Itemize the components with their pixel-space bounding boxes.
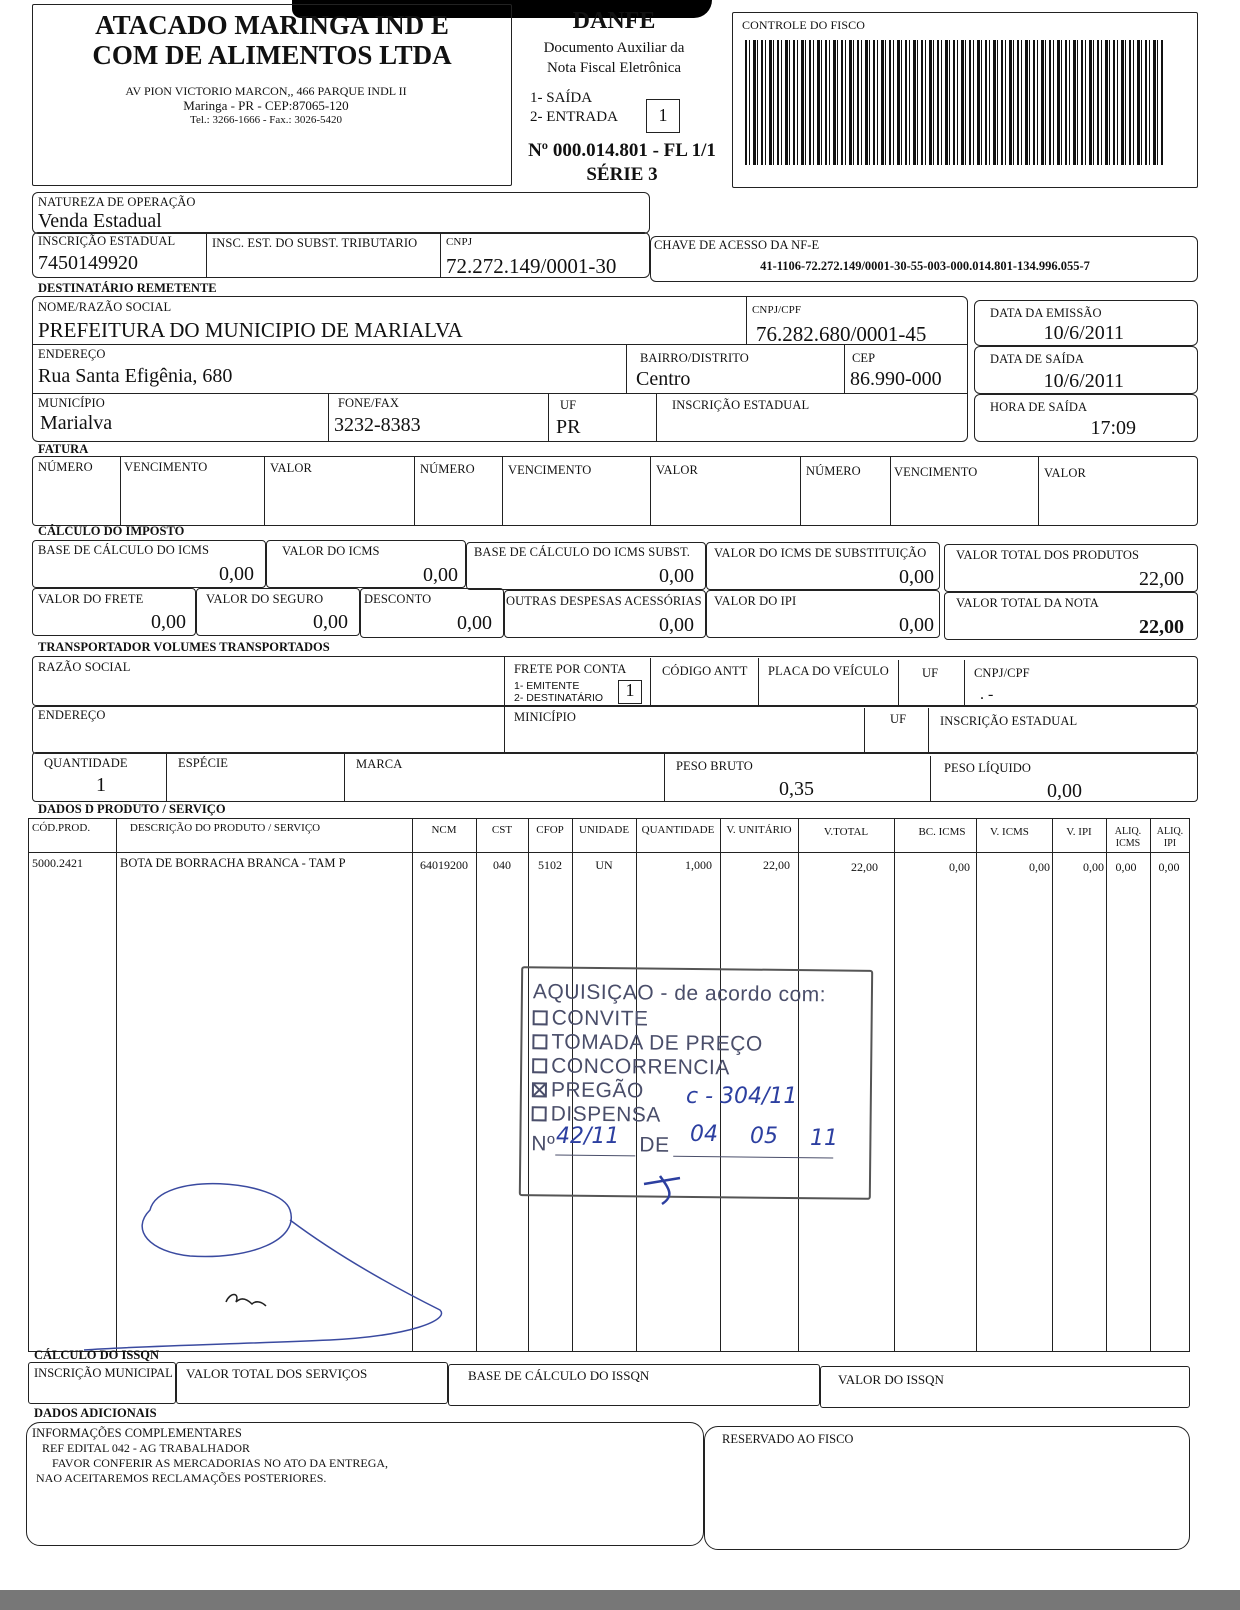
info-line-1: REF EDITAL 042 - AG TRABALHADOR	[42, 1441, 251, 1455]
danfe-saida: 1- SAÍDA	[530, 90, 593, 106]
issqn-total-label: VALOR TOTAL DOS SERVIÇOS	[186, 1366, 368, 1381]
total-nota-value: 22,00	[1139, 616, 1184, 638]
col-cst: CST	[491, 824, 513, 836]
transp-ie-label: INSCRIÇÃO ESTADUAL	[940, 714, 1078, 728]
divider	[504, 656, 505, 706]
cnpj-label: CNPJ	[446, 236, 473, 248]
info-label: INFORMAÇÕES COMPLEMENTARES	[32, 1426, 242, 1440]
stamp-option-pregao	[532, 1078, 644, 1103]
fatura-section: FATURA	[38, 442, 89, 456]
total-produtos-value: 22,00	[1139, 568, 1184, 590]
dest-cep: 86.990-000	[850, 368, 942, 390]
transp-municipio-label: MINICÍPIO	[514, 710, 577, 724]
dest-uf-label: UF	[560, 398, 577, 412]
transp-placa-label: PLACA DO VEÍCULO	[768, 664, 889, 678]
natureza-label: NATUREZA DE OPERAÇÃO	[38, 195, 196, 209]
col-bcicms: BC. ICMS	[918, 826, 966, 838]
handwritten-month: 05	[750, 1124, 778, 1149]
stamp-title: AQUISIÇAO - de acordo com:	[532, 980, 827, 1007]
divider	[964, 660, 965, 706]
frete-value: 0,00	[151, 611, 186, 633]
transp-cnpj-value: . -	[980, 686, 994, 703]
dest-nome: PREFEITURA DO MUNICIPIO DE MARIALVA	[38, 318, 463, 342]
divider	[440, 232, 441, 278]
dest-fone-label: FONE/FAX	[338, 396, 399, 410]
stamp-option-label: TOMADA DE PREÇO	[551, 1030, 763, 1056]
danfe-serie: SÉRIE 3	[586, 164, 658, 185]
transp-cnpj-label: CNPJ/CPF	[974, 666, 1030, 680]
dest-cnpj: 76.282.680/0001-45	[756, 322, 927, 346]
stamp-option-convite	[533, 1006, 649, 1031]
transp-especie-label: ESPÉCIE	[178, 756, 229, 770]
stamp-option-label: CONVITE	[551, 1006, 649, 1031]
row-vtotal: 22,00	[851, 860, 878, 874]
dest-municipio: Marialva	[40, 412, 113, 434]
scan-bottom-edge	[0, 1590, 1240, 1610]
transp-peso-bruto-label: PESO BRUTO	[676, 759, 753, 773]
row-vicms: 0,00	[1029, 860, 1050, 874]
fatura-vencimento-3: VENCIMENTO	[894, 465, 978, 479]
danfe-title: DANFE	[572, 8, 656, 34]
col-aliq-icms-1: ALIQ.	[1114, 826, 1142, 837]
stamp-line	[555, 1155, 635, 1157]
divider	[1038, 456, 1039, 526]
frete-label: VALOR DO FRETE	[38, 592, 144, 606]
ipi-label: VALOR DO IPI	[714, 594, 797, 608]
divider	[976, 818, 977, 1352]
stamp-no-label: Nº	[531, 1132, 556, 1156]
checkbox-icon	[533, 1010, 548, 1025]
dest-saida-label: DATA DE SAÍDA	[990, 352, 1085, 366]
divider	[758, 658, 759, 706]
fatura-numero-3: NÚMERO	[806, 464, 861, 478]
fatura-vencimento-2: VENCIMENTO	[508, 463, 592, 477]
stamp-line	[673, 1156, 833, 1159]
transp-antt-label: CÓDIGO ANTT	[662, 664, 748, 678]
col-ncm: NCM	[431, 824, 457, 836]
divider	[864, 708, 865, 754]
signature	[80, 1160, 470, 1360]
handwritten-day: 04	[690, 1122, 718, 1147]
dest-bairro-label: BAIRRO/DISTRITO	[640, 351, 749, 365]
col-vicms: V. ICMS	[990, 826, 1029, 838]
divider	[890, 456, 891, 526]
inscricao-value: 7450149920	[38, 252, 138, 274]
fatura-vencimento-1: VENCIMENTO	[124, 460, 208, 474]
checkbox-icon	[532, 1058, 547, 1073]
checkbox-icon	[532, 1106, 547, 1121]
chave-value: 41-1106-72.272.149/0001-30-55-003-000.014.801-134.996.055-7	[760, 259, 1090, 273]
issqn-section: CÁLCULO DO ISSQN	[34, 1348, 160, 1362]
emitente-name-line1: ATACADO MARINGA IND E	[95, 10, 449, 40]
divider	[328, 393, 329, 442]
divider	[650, 658, 651, 706]
handwritten-number: 42/11	[556, 1124, 620, 1149]
inscricao-label: INSCRIÇÃO ESTADUAL	[38, 234, 176, 248]
row-cfop: 5102	[538, 858, 562, 872]
divider	[928, 708, 929, 754]
base-subst-value: 0,00	[659, 565, 694, 587]
destinatario-section: DESTINATÁRIO REMETENTE	[38, 281, 217, 295]
desconto-label: DESCONTO	[364, 592, 432, 606]
issqn-base-label: BASE DE CÁLCULO DO ISSQN	[468, 1368, 650, 1383]
danfe-entrada: 2- ENTRADA	[530, 109, 618, 125]
danfe-tipo: 1	[658, 105, 668, 125]
divider	[166, 752, 167, 802]
divider	[894, 818, 895, 1352]
dest-fone: 3232-8383	[334, 414, 421, 436]
valor-icms-value: 0,00	[423, 564, 458, 586]
fatura-valor-1: VALOR	[270, 461, 312, 475]
danfe-numero: Nº 000.014.801 - FL 1/1	[528, 140, 716, 161]
divider	[1106, 818, 1107, 1352]
divider	[1052, 818, 1053, 1352]
transportador-section: TRANSPORTADOR VOLUMES TRANSPORTADOS	[38, 640, 330, 654]
row-aliq-ipi: 0,00	[1158, 860, 1180, 874]
initials-mark	[640, 1170, 690, 1206]
row-desc: BOTA DE BORRACHA BRANCA - TAM P	[120, 856, 346, 870]
divider	[650, 456, 651, 526]
divider	[476, 818, 477, 1352]
stamp-option-label: CONCORRENCIA	[551, 1054, 730, 1080]
dest-endereco-label: ENDEREÇO	[38, 347, 106, 361]
emitente-city: Maringa - PR - CEP:87065-120	[183, 98, 349, 113]
checked-checkbox-icon	[532, 1082, 547, 1097]
divider	[502, 456, 503, 526]
issqn-valor-label: VALOR DO ISSQN	[838, 1372, 944, 1387]
stamp-de-label: DE	[639, 1133, 670, 1157]
col-cod: CÓD.PROD.	[32, 822, 91, 834]
dest-hora: 17:09	[1090, 417, 1136, 439]
dest-municipio-label: MUNICÍPIO	[38, 396, 105, 410]
divider	[844, 344, 845, 393]
emitente-address: AV PION VICTORIO MARCON,, 466 PARQUE INDL II	[125, 84, 407, 98]
desconto-value: 0,00	[457, 612, 492, 634]
imposto-section: CÁLCULO DO IMPOSTO	[38, 524, 185, 538]
icms-subst-value: 0,00	[899, 566, 934, 588]
divider	[414, 456, 415, 526]
row-qtd: 1,000	[685, 858, 712, 872]
cnpj-value: 72.272.149/0001-30	[446, 254, 617, 278]
row-vipi: 0,00	[1083, 860, 1104, 874]
dest-hora-label: HORA DE SAÍDA	[990, 400, 1088, 414]
col-cfop: CFOP	[536, 824, 564, 836]
transp-frete-value: 1	[625, 680, 635, 700]
dest-uf: PR	[556, 416, 581, 438]
fisco-label: CONTROLE DO FISCO	[742, 18, 866, 32]
transp-uf-label: UF	[922, 666, 939, 680]
transp-peso-bruto: 0,35	[779, 778, 814, 800]
outras-value: 0,00	[659, 614, 694, 636]
dest-nome-label: NOME/RAZÃO SOCIAL	[38, 300, 172, 314]
danfe-subtitle-2: Nota Fiscal Eletrônica	[546, 60, 682, 76]
divider	[1150, 818, 1151, 1352]
dest-emissao: 10/6/2011	[1043, 322, 1124, 344]
issqn-inscricao-label: INSCRIÇÃO MUNICIPAL	[34, 1366, 173, 1380]
divider	[504, 706, 505, 754]
natureza-value: Venda Estadual	[38, 210, 162, 232]
divider	[800, 456, 801, 526]
total-produtos-label: VALOR TOTAL DOS PRODUTOS	[956, 548, 1140, 562]
transp-quantidade-label: QUANTIDADE	[44, 756, 128, 770]
produtos-section: DADOS D PRODUTO / SERVIÇO	[38, 802, 226, 816]
stamp-option-label: PREGÃO	[550, 1078, 644, 1103]
dest-bairro: Centro	[636, 368, 691, 390]
row-ncm: 64019200	[420, 858, 468, 872]
divider	[626, 344, 627, 393]
seguro-label: VALOR DO SEGURO	[206, 592, 324, 606]
dest-cnpj-label: CNPJ/CPF	[752, 304, 802, 316]
base-icms-label: BASE DE CÁLCULO DO ICMS	[38, 543, 210, 557]
reservado-label: RESERVADO AO FISCO	[722, 1432, 854, 1446]
transp-frete-label: FRETE POR CONTA	[514, 662, 627, 676]
row-aliq-icms: 0,00	[1115, 860, 1137, 874]
col-unidade: UNIDADE	[578, 824, 630, 836]
valor-icms-label: VALOR DO ICMS	[282, 544, 380, 558]
dest-saida: 10/6/2011	[1043, 370, 1124, 392]
info-line-3: NAO ACEITAREMOS RECLAMAÇÕES POSTERIORES.	[36, 1471, 327, 1485]
transp-marca-label: MARCA	[356, 757, 403, 771]
divider	[32, 393, 968, 394]
transp-razao-label: RAZÃO SOCIAL	[38, 660, 131, 674]
barcode	[745, 40, 1165, 165]
fatura-valor-3: VALOR	[1044, 466, 1086, 480]
transp-frete-opt2: 2- DESTINATÁRIO	[514, 692, 604, 704]
fatura-valor-2: VALOR	[656, 463, 698, 477]
insc-subst-label: INSC. EST. DO SUBST. TRIBUTARIO	[212, 236, 418, 250]
transp-peso-liquido-label: PESO LÍQUIDO	[944, 761, 1031, 775]
base-icms-value: 0,00	[219, 563, 254, 585]
row-bcicms: 0,00	[949, 860, 970, 874]
divider	[28, 852, 1190, 853]
handwritten-ref: c - 304/11	[686, 1084, 798, 1109]
adicionais-section: DADOS ADICIONAIS	[34, 1406, 157, 1420]
dest-endereco: Rua Santa Efigênia, 680	[38, 365, 233, 387]
emitente-name-line2: COM DE ALIMENTOS LTDA	[92, 40, 452, 70]
col-qtd: QUANTIDADE	[641, 824, 715, 836]
stamp-option-tomada	[532, 1030, 763, 1056]
row-unidade: UN	[595, 858, 613, 872]
divider	[264, 456, 265, 526]
divider	[206, 232, 207, 278]
emitente-phones: Tel.: 3266-1666 - Fax.: 3026-5420	[190, 114, 342, 126]
col-vunit: V. UNITÁRIO	[726, 824, 792, 836]
total-nota-label: VALOR TOTAL DA NOTA	[956, 596, 1099, 610]
chave-label: CHAVE DE ACESSO DA NF-E	[654, 238, 820, 252]
divider	[746, 296, 747, 344]
divider	[656, 393, 657, 442]
col-vipi: V. IPI	[1066, 826, 1092, 838]
stamp-option-concorrencia	[532, 1054, 730, 1080]
transp-quantidade: 1	[96, 774, 106, 796]
seguro-value: 0,00	[313, 611, 348, 633]
transp-frete-opt1: 1- EMITENTE	[514, 680, 580, 692]
divider	[898, 660, 899, 706]
transp-endereco-label: ENDEREÇO	[38, 708, 106, 722]
ipi-value: 0,00	[899, 614, 934, 636]
outras-label: OUTRAS DESPESAS ACESSÓRIAS	[506, 594, 702, 608]
col-aliq-ipi-2: IPI	[1163, 838, 1177, 849]
base-subst-label: BASE DE CÁLCULO DO ICMS SUBST.	[474, 545, 690, 559]
row-cod: 5000.2421	[32, 856, 83, 870]
icms-subst-label: VALOR DO ICMS DE SUBSTITUIÇÃO	[714, 546, 927, 560]
col-vtotal: V.TOTAL	[823, 826, 869, 838]
transp-uf2-label: UF	[890, 712, 907, 726]
fatura-numero-1: NÚMERO	[38, 460, 93, 474]
danfe-subtitle-1: Documento Auxiliar da	[543, 40, 685, 56]
divider	[548, 393, 549, 442]
divider	[344, 752, 345, 802]
handwritten-year: 11	[810, 1126, 838, 1151]
dest-ie-label: INSCRIÇÃO ESTADUAL	[672, 398, 810, 412]
divider	[120, 456, 121, 526]
transp-peso-liquido: 0,00	[1047, 780, 1082, 802]
col-aliq-icms-2: ICMS	[1115, 838, 1141, 849]
row-vunit: 22,00	[763, 858, 790, 872]
col-aliq-ipi-1: ALIQ.	[1156, 826, 1184, 837]
col-desc: DESCRIÇÃO DO PRODUTO / SERVIÇO	[129, 822, 321, 834]
checkbox-icon	[532, 1034, 547, 1049]
fatura-numero-2: NÚMERO	[420, 462, 475, 476]
row-cst: 040	[493, 858, 511, 872]
dest-cep-label: CEP	[852, 351, 876, 365]
aquisicao-stamp	[519, 966, 873, 1200]
stamp-option-label: DISPENSA	[550, 1102, 661, 1127]
dest-emissao-label: DATA DA EMISSÃO	[990, 306, 1102, 320]
info-line-2: FAVOR CONFERIR AS MERCADORIAS NO ATO DA ENTREGA,	[52, 1456, 389, 1470]
